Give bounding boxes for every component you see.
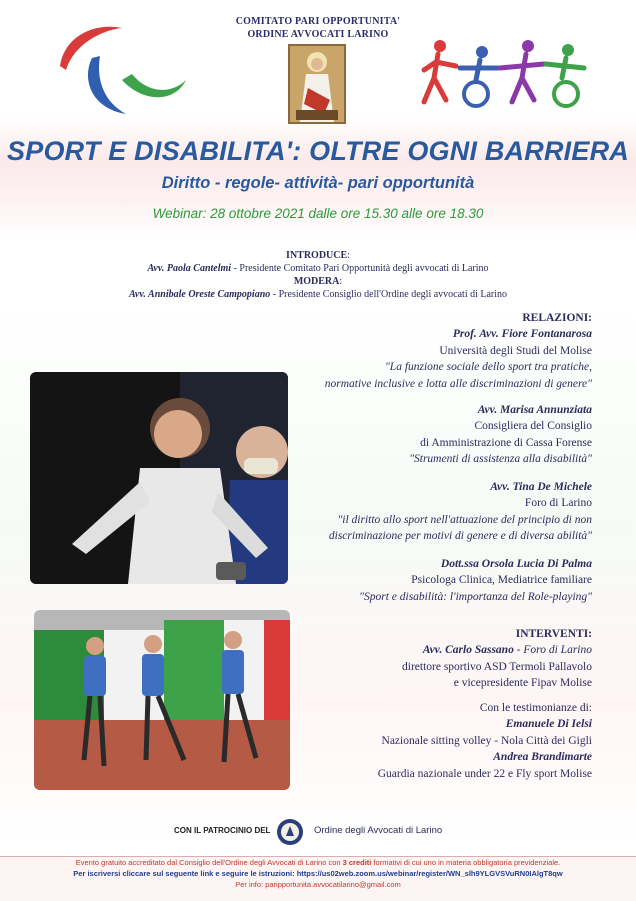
interventi-role-2: e vicepresidente Fipav Molise: [453, 677, 592, 690]
speaker-2-talk: "Strumenti di assistenza alla disabilità": [409, 453, 592, 466]
speaker-4-block: [359, 556, 592, 605]
speaker-2-role-2: di Amministrazione di Cassa Forense: [420, 436, 592, 449]
interventi-speaker: Avv. Carlo Sassano - Foro di Larino: [422, 644, 592, 657]
footer-box: [0, 856, 636, 901]
fencer-photo: [30, 372, 288, 584]
witness-1-role: Nazionale sitting volley - Nola Città dei Gigli: [381, 734, 592, 747]
introduce-line: Avv. Paola Cantelmi - Presidente Comitato Pari Opportunità degli avvocati di Larino: [147, 263, 489, 274]
organizer-line-1: COMITATO PARI OPPORTUNITA': [235, 16, 401, 27]
witness-1-name: Emanuele Di Ielsi: [505, 718, 592, 731]
relazioni-label: RELAZIONI:: [522, 312, 592, 324]
patron-saint-painting: [288, 44, 346, 124]
speaker-3-name: Avv. Tina De Michele: [490, 481, 592, 493]
speaker-1-talk-2: normative inclusive e lotta alle discriminazioni di genere": [324, 377, 592, 390]
introduce-label: INTRODUCE:: [286, 250, 350, 261]
footer-registration-link[interactable]: Per iscriversi cliccare sul seguente link e seguire le istruzioni: https://us02web.zoom.us/webinar/register/WN_slh9YLGVSVuRN0IAlgT8qw: [73, 869, 563, 878]
speaker-3-talk-2: discriminazione per motivi di genere e di diversa abilità": [328, 530, 592, 543]
event-subtitle: Diritto - regole- attività- pari opportunità: [161, 174, 475, 192]
interventi-label: INTERVENTI:: [515, 628, 592, 640]
testimonianze-section: [378, 700, 592, 782]
speaker-4-role: Psicologa Clinica, Mediatrice familiare: [411, 574, 592, 587]
speaker-2-role-1: Consigliera del Consiglio: [474, 420, 592, 433]
speaker-3-block: [329, 479, 592, 545]
webinar-date: Webinar: 28 ottobre 2021 dalle ore 15.30 alle ore 18.30: [152, 206, 484, 221]
speaker-2-name: Avv. Marisa Annunziata: [477, 404, 592, 416]
speaker-1-talk-1: "La funzione sociale dello sport tra pratiche,: [384, 361, 592, 374]
patronage-label: CON IL PATROCINIO DEL: [174, 826, 271, 835]
footer-credits-line: Evento gratuito accreditato dal Consiglio dell'Ordine degli Avvocati di Larino con 3 crediti formativi di cui uno in materia obbligatoria previdenziale.: [75, 858, 561, 867]
speaker-4-talk: "Sport e disabilità: l'importanza del Role-playing": [359, 590, 592, 603]
modera-label: MODERA:: [293, 276, 343, 287]
inclusion-figures-icon: [420, 38, 600, 112]
relazioni-section: [325, 310, 592, 392]
speaker-3-affiliation: Foro di Larino: [524, 497, 592, 510]
witness-2-role: Guardia nazionale under 22 e Fly sport Molise: [377, 767, 592, 780]
footer-info-email[interactable]: Per info: paripportunita.avvocatilarino@gmail.com: [235, 880, 401, 889]
modera-line: Avv. Annibale Oreste Campopiano - Presidente Consiglio dell'Ordine degli avvocati di Larino: [128, 289, 508, 300]
interventi-role-1: direttore sportivo ASD Termoli Pallavolo: [402, 660, 592, 673]
interventi-section: [402, 626, 592, 692]
speaker-1-affiliation: Università degli Studi del Molise: [439, 344, 592, 357]
testimonianze-label: Con le testimonianze di:: [479, 702, 592, 714]
speaker-3-talk-1: "il diritto allo sport nell'attuazione del principio di non: [337, 513, 592, 526]
witness-2-name: Andrea Brandimarte: [493, 751, 592, 764]
speaker-2-block: [409, 402, 592, 468]
athletes-photo: [34, 610, 290, 790]
bar-association-seal-icon: [276, 818, 304, 846]
patronage-org: Ordine degli Avvocati di Larino: [314, 825, 443, 836]
event-title: SPORT E DISABILITA': OLTRE OGNI BARRIERA: [7, 136, 629, 166]
speaker-4-name: Dott.ssa Orsola Lucia Di Palma: [440, 558, 592, 570]
speaker-1-name: Prof. Avv. Fiore Fontanarosa: [452, 328, 592, 341]
organizer-line-2: ORDINE AVVOCATI LARINO: [247, 29, 389, 40]
